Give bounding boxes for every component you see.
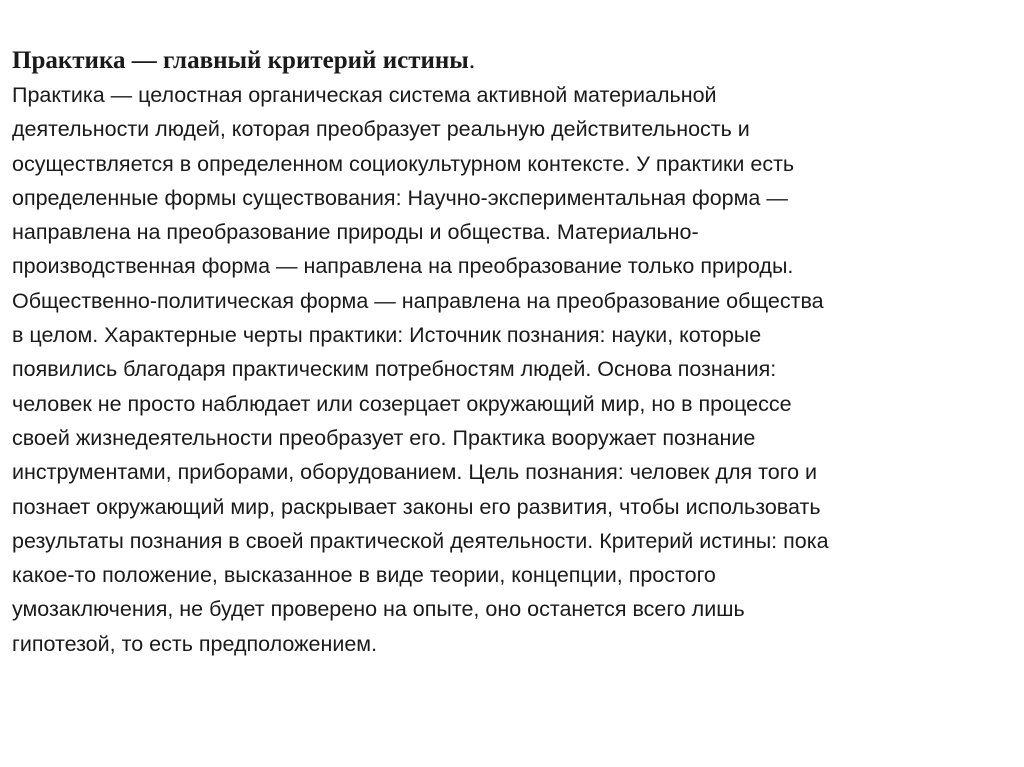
text-line: умозаключения, не будет проверено на опыте, оно останется всего лишь <box>12 597 745 622</box>
slide-heading-dot: . <box>468 47 476 74</box>
slide-heading-text: Практика — главный критерий истины <box>12 47 469 74</box>
text-line: инструментами, приборами, оборудованием. Цель познания: человек для того и <box>12 460 818 485</box>
text-line: человек не просто наблюдает или созерцает окружающий мир, но в процессе <box>12 391 792 416</box>
text-line: направлена на преобразование природы и общества. Материально- <box>12 220 699 245</box>
text-line: познает окружающий мир, раскрывает законы его развития, чтобы использовать <box>12 494 821 519</box>
slide-content <box>12 44 1012 661</box>
slide-heading <box>12 44 1012 78</box>
text-line: Общественно-политическая форма — направлена на преобразование общества <box>12 288 824 313</box>
text-line: в целом. Характерные черты практики: Источник познания: науки, которые <box>12 323 762 348</box>
text-line: производственная форма — направлена на преобразование только природы. <box>12 254 794 279</box>
text-line: гипотезой, то есть предположением. <box>12 631 378 656</box>
text-line: какое-то положение, высказанное в виде теории, концепции, простого <box>12 563 716 588</box>
text-line: появились благодаря практическим потребностям людей. Основа познания: <box>12 357 777 382</box>
text-line: своей жизнедеятельности преобразует его. Практика вооружает познание <box>12 425 756 450</box>
text-line: определенные формы существования: Научно-экспериментальная форма — <box>12 185 788 210</box>
text-line: осуществляется в определенном социокультурном контексте. У практики есть <box>12 151 795 176</box>
text-line: Практика — целостная органическая система активной материальной <box>12 83 717 107</box>
slide-body-paragraph <box>12 78 1012 661</box>
text-line: деятельности людей, которая преобразует реальную действительность и <box>12 117 750 142</box>
text-line: результаты познания в своей практической деятельности. Критерий истины: пока <box>12 528 829 553</box>
